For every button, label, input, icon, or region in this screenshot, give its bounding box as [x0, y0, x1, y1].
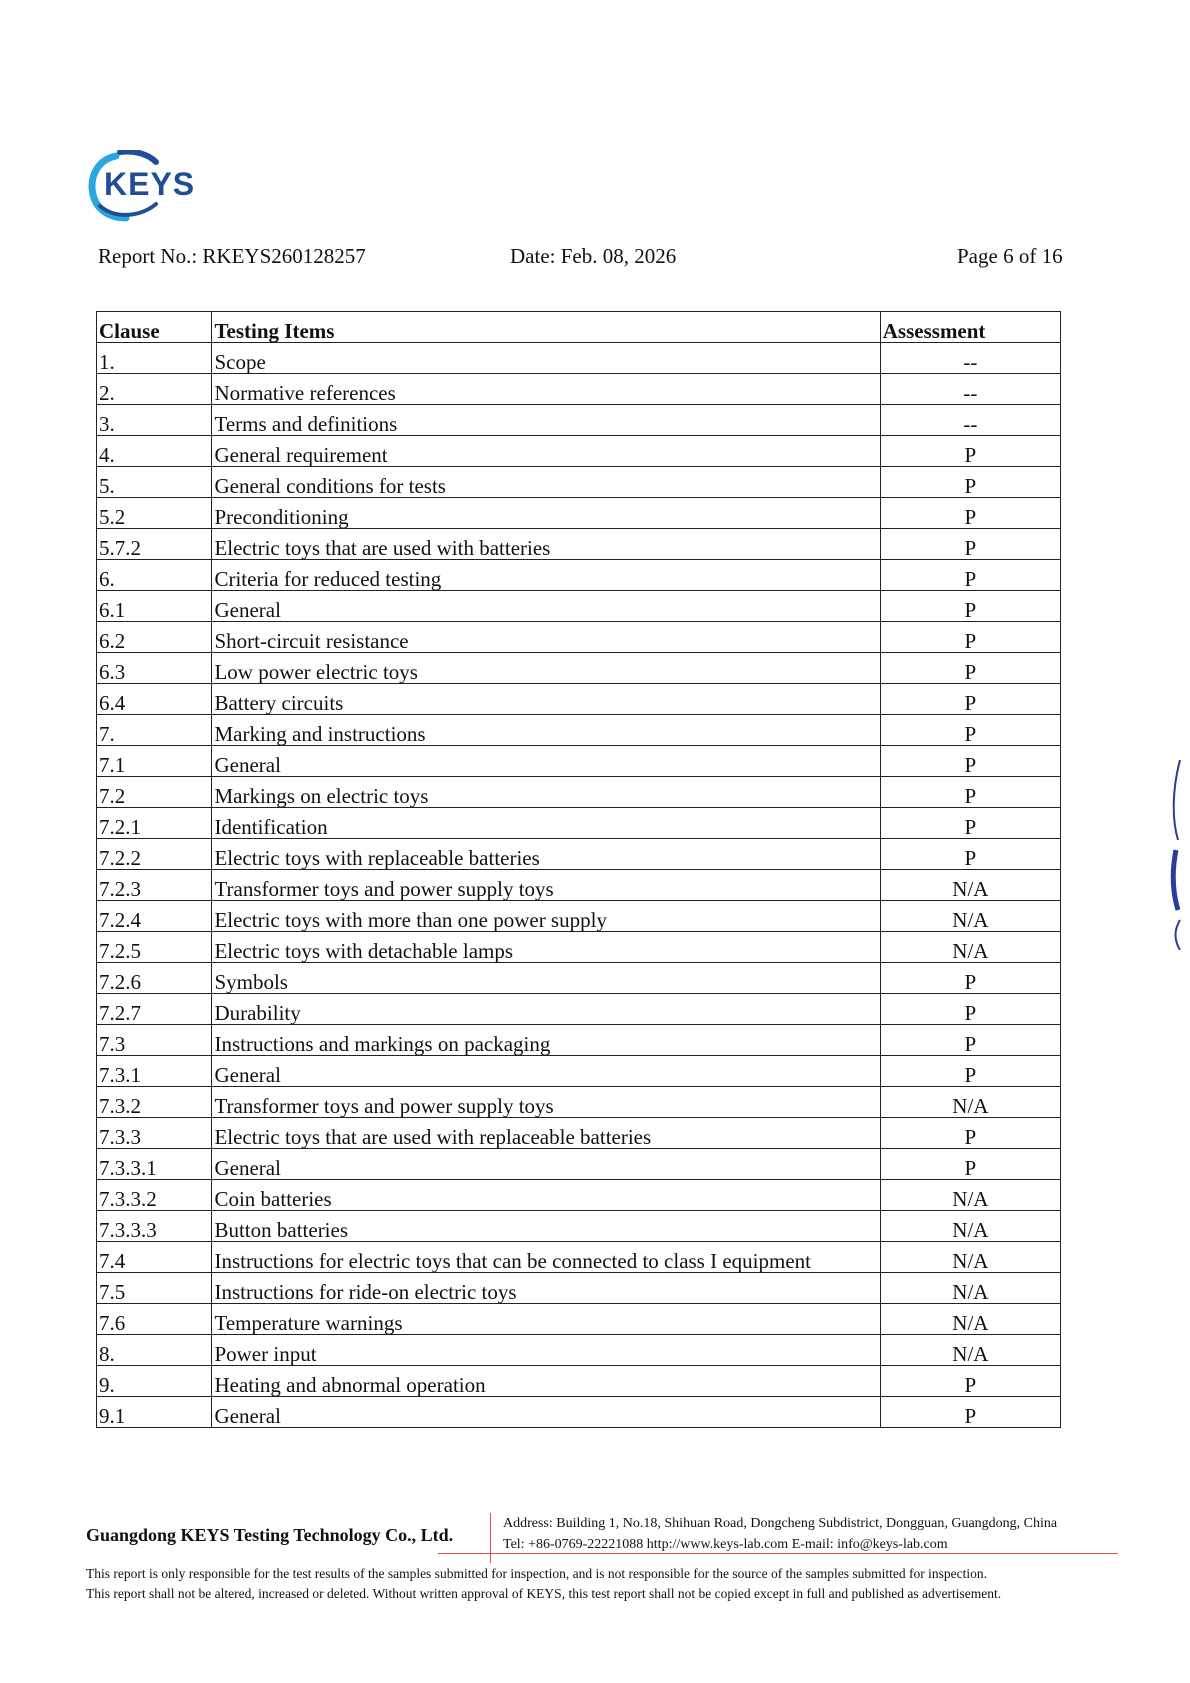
testing-item-cell: Heating and abnormal operation [212, 1366, 880, 1397]
clause-cell: 7.2.4 [97, 901, 212, 932]
table-row [97, 994, 1061, 1025]
table-row [97, 1211, 1061, 1242]
testing-item-cell: Short-circuit resistance [212, 622, 880, 653]
table-row [97, 777, 1061, 808]
table-row [97, 870, 1061, 901]
assessment-cell: P [880, 467, 1060, 498]
table-row [97, 529, 1061, 560]
page-number: Page 6 of 16 [957, 244, 1063, 268]
clause-cell: 7.2.5 [97, 932, 212, 963]
clause-cell: 7.2.7 [97, 994, 212, 1025]
testing-item-cell: Electric toys that are used with replaceable batteries [212, 1118, 880, 1149]
testing-item-cell: General [212, 1397, 880, 1428]
column-header-testing-items: Testing Items [212, 312, 880, 343]
column-header-assessment: Assessment [880, 312, 1060, 343]
clause-cell: 9. [97, 1366, 212, 1397]
assessment-cell: -- [880, 405, 1060, 436]
testing-item-cell: Coin batteries [212, 1180, 880, 1211]
assessment-cell: N/A [880, 932, 1060, 963]
testing-item-cell: Transformer toys and power supply toys [212, 1087, 880, 1118]
footer-divider-vertical [490, 1513, 491, 1563]
testing-item-cell: General [212, 1149, 880, 1180]
table-row [97, 1087, 1061, 1118]
table-row [97, 839, 1061, 870]
report-number: Report No.: RKEYS260128257 [98, 244, 366, 268]
assessment-cell: P [880, 591, 1060, 622]
assessment-cell: N/A [880, 1335, 1060, 1366]
assessment-cell: -- [880, 374, 1060, 405]
testing-item-cell: Button batteries [212, 1211, 880, 1242]
clause-cell: 7.3.1 [97, 1056, 212, 1087]
column-header-clause: Clause [97, 312, 212, 343]
table-row [97, 1397, 1061, 1428]
assessment-cell: P [880, 1118, 1060, 1149]
testing-item-cell: Criteria for reduced testing [212, 560, 880, 591]
clause-cell: 7.2.2 [97, 839, 212, 870]
table-row [97, 1366, 1061, 1397]
assessment-cell: N/A [880, 1211, 1060, 1242]
keys-logo-text: KEYS [104, 166, 196, 202]
clause-cell: 7.4 [97, 1242, 212, 1273]
testing-item-cell: Low power electric toys [212, 653, 880, 684]
table-row [97, 1056, 1061, 1087]
clause-cell: 7.3.2 [97, 1087, 212, 1118]
assessment-cell: N/A [880, 1087, 1060, 1118]
table-row [97, 653, 1061, 684]
table-row [97, 1118, 1061, 1149]
table-row [97, 1304, 1061, 1335]
assessment-cell: P [880, 1056, 1060, 1087]
table-row [97, 684, 1061, 715]
testing-item-cell: Instructions for ride-on electric toys [212, 1273, 880, 1304]
clause-cell: 6.3 [97, 653, 212, 684]
assessment-cell: N/A [880, 1242, 1060, 1273]
assessment-cell: P [880, 653, 1060, 684]
testing-item-cell: Power input [212, 1335, 880, 1366]
table-row [97, 1149, 1061, 1180]
clause-cell: 7.3 [97, 1025, 212, 1056]
assessment-cell: N/A [880, 1304, 1060, 1335]
clause-cell: 9.1 [97, 1397, 212, 1428]
testing-item-cell: General [212, 591, 880, 622]
clause-cell: 8. [97, 1335, 212, 1366]
testing-item-cell: Transformer toys and power supply toys [212, 870, 880, 901]
testing-item-cell: Temperature warnings [212, 1304, 880, 1335]
assessment-cell: P [880, 436, 1060, 467]
testing-item-cell: Instructions and markings on packaging [212, 1025, 880, 1056]
assessment-cell: P [880, 994, 1060, 1025]
clause-cell: 7.3.3 [97, 1118, 212, 1149]
clause-cell: 6.2 [97, 622, 212, 653]
assessment-cell: P [880, 1397, 1060, 1428]
assessment-cell: N/A [880, 901, 1060, 932]
clause-cell: 7.3.3.3 [97, 1211, 212, 1242]
table-row [97, 932, 1061, 963]
testing-item-cell: Identification [212, 808, 880, 839]
clause-cell: 6.4 [97, 684, 212, 715]
testing-item-cell: Preconditioning [212, 498, 880, 529]
clause-cell: 7.2 [97, 777, 212, 808]
testing-items-table [96, 311, 1061, 1428]
testing-item-cell: Marking and instructions [212, 715, 880, 746]
table-row [97, 436, 1061, 467]
testing-item-cell: Electric toys with detachable lamps [212, 932, 880, 963]
clause-cell: 2. [97, 374, 212, 405]
testing-item-cell: General [212, 1056, 880, 1087]
testing-item-cell: Terms and definitions [212, 405, 880, 436]
testing-item-cell: Instructions for electric toys that can be connected to class I equipment [212, 1242, 880, 1273]
table-row [97, 405, 1061, 436]
assessment-cell: P [880, 560, 1060, 591]
assessment-cell: P [880, 1149, 1060, 1180]
assessment-cell: P [880, 715, 1060, 746]
clause-cell: 7.6 [97, 1304, 212, 1335]
assessment-cell: P [880, 622, 1060, 653]
clause-cell: 5. [97, 467, 212, 498]
testing-item-cell: Battery circuits [212, 684, 880, 715]
clause-cell: 7.1 [97, 746, 212, 777]
table-row [97, 498, 1061, 529]
clause-cell: 7.2.3 [97, 870, 212, 901]
table-row [97, 746, 1061, 777]
table-row [97, 343, 1061, 374]
table-row [97, 374, 1061, 405]
clause-cell: 1. [97, 343, 212, 374]
clause-cell: 7.5 [97, 1273, 212, 1304]
assessment-cell: P [880, 1366, 1060, 1397]
report-date: Date: Feb. 08, 2026 [510, 244, 677, 268]
testing-item-cell: Electric toys that are used with batteries [212, 529, 880, 560]
assessment-cell: P [880, 777, 1060, 808]
table-row [97, 591, 1061, 622]
footer-contact: Tel: +86-0769-22221088 http://www.keys-lab.com E-mail: info@keys-lab.com [503, 1537, 948, 1552]
testing-item-cell: Electric toys with more than one power supply [212, 901, 880, 932]
table-row [97, 963, 1061, 994]
assessment-cell: P [880, 808, 1060, 839]
assessment-cell: P [880, 1025, 1060, 1056]
testing-item-cell: Markings on electric toys [212, 777, 880, 808]
testing-item-cell: General [212, 746, 880, 777]
assessment-cell: P [880, 746, 1060, 777]
assessment-cell: N/A [880, 870, 1060, 901]
table-row [97, 1180, 1061, 1211]
table-row [97, 1335, 1061, 1366]
clause-cell: 6.1 [97, 591, 212, 622]
testing-item-cell: General conditions for tests [212, 467, 880, 498]
assessment-cell: P [880, 839, 1060, 870]
table-row [97, 1025, 1061, 1056]
assessment-cell: P [880, 498, 1060, 529]
stamp-icon [1170, 760, 1190, 950]
testing-item-cell: Normative references [212, 374, 880, 405]
footer-company-name: Guangdong KEYS Testing Technology Co., Ltd. [86, 1525, 454, 1545]
footer-disclaimer-1: This report is only responsible for the test results of the samples submitted for inspection, and is not responsible for the source of the samples submitted for inspection. [86, 1566, 987, 1581]
table-row [97, 715, 1061, 746]
testing-item-cell: Electric toys with replaceable batteries [212, 839, 880, 870]
assessment-cell: -- [880, 343, 1060, 374]
table-row [97, 560, 1061, 591]
clause-cell: 7.3.3.1 [97, 1149, 212, 1180]
clause-cell: 3. [97, 405, 212, 436]
table-row [97, 1242, 1061, 1273]
table-header-row [97, 312, 1061, 343]
clause-cell: 7.3.3.2 [97, 1180, 212, 1211]
stamp-seal-fragment [1170, 760, 1190, 950]
keys-logo [86, 150, 196, 222]
table-row [97, 901, 1061, 932]
assessment-cell: P [880, 684, 1060, 715]
clause-cell: 5.7.2 [97, 529, 212, 560]
table-row [97, 808, 1061, 839]
clause-cell: 6. [97, 560, 212, 591]
footer-disclaimer-2: This report shall not be altered, increased or deleted. Without written approval of KEYS, this test report shall not be copied except in full and published as advertisement. [86, 1586, 1002, 1601]
clause-cell: 7. [97, 715, 212, 746]
assessment-cell: N/A [880, 1273, 1060, 1304]
table-body [97, 343, 1061, 1428]
clause-cell: 7.2.6 [97, 963, 212, 994]
testing-item-cell: Durability [212, 994, 880, 1025]
table-row [97, 467, 1061, 498]
testing-item-cell: General requirement [212, 436, 880, 467]
clause-cell: 4. [97, 436, 212, 467]
clause-cell: 5.2 [97, 498, 212, 529]
footer-divider-horizontal [438, 1553, 1118, 1554]
footer-address: Address: Building 1, No.18, Shihuan Road, Dongcheng Subdistrict, Dongguan, Guangdong, China [503, 1516, 1058, 1531]
clause-cell: 7.2.1 [97, 808, 212, 839]
assessment-cell: P [880, 963, 1060, 994]
table-row [97, 1273, 1061, 1304]
testing-item-cell: Scope [212, 343, 880, 374]
assessment-cell: P [880, 529, 1060, 560]
assessment-cell: N/A [880, 1180, 1060, 1211]
table-row [97, 622, 1061, 653]
testing-item-cell: Symbols [212, 963, 880, 994]
